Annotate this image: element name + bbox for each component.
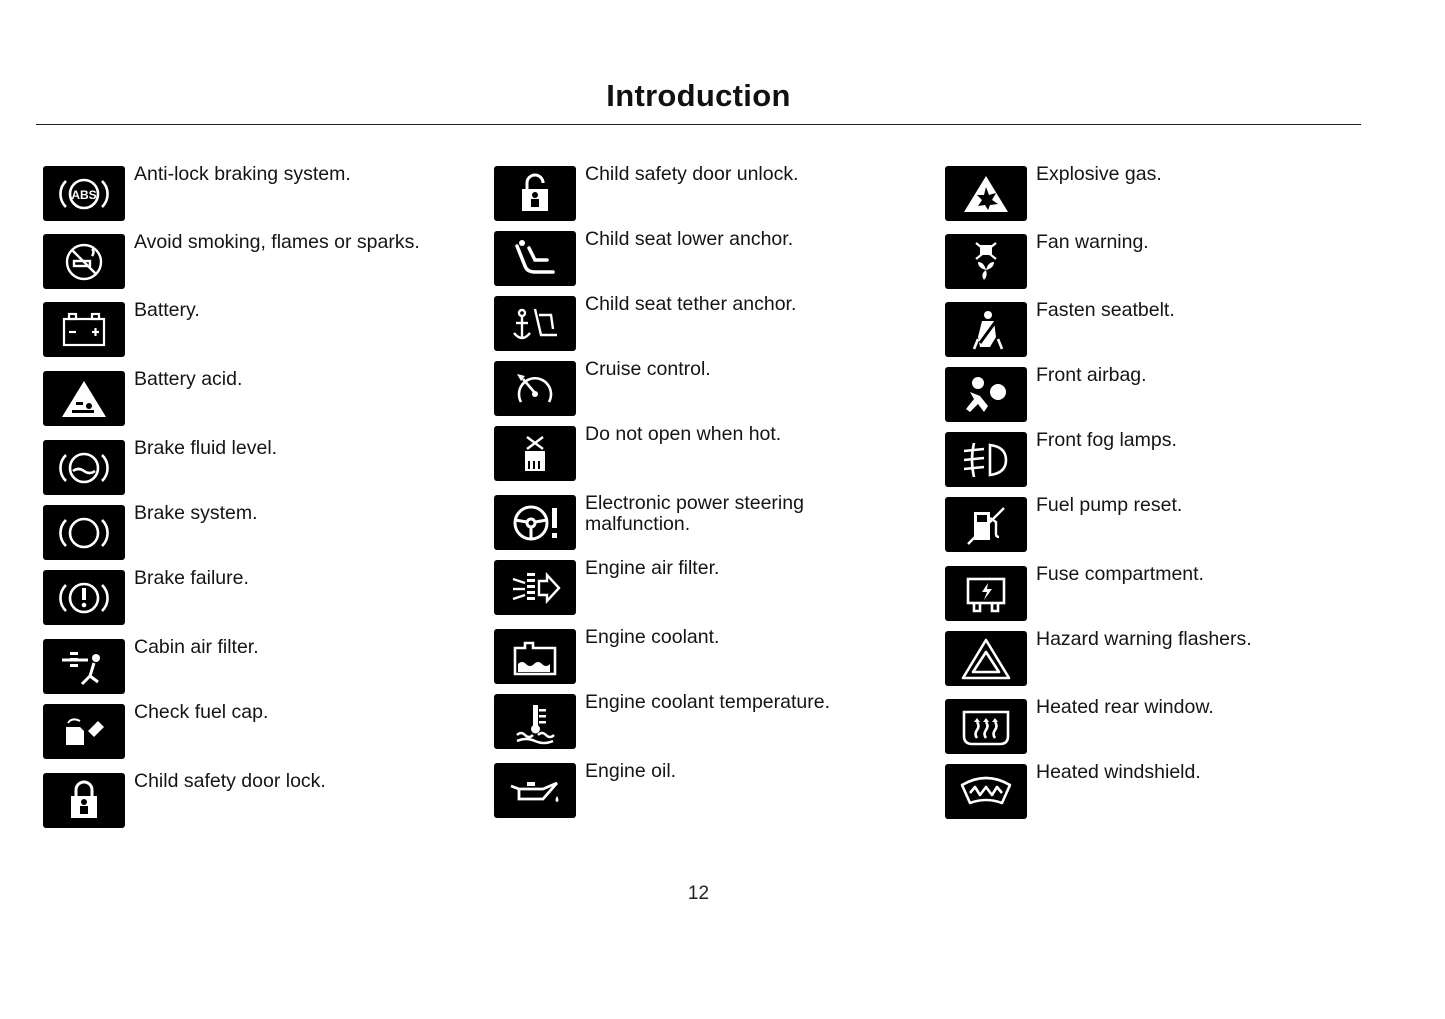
engine-air-filter-icon [494,560,576,615]
abs-icon [43,166,125,221]
symbol-label: Heated windshield. [1036,761,1201,783]
symbol-label: Battery. [134,299,200,321]
child-seat-lower-anchor-icon [494,231,576,286]
symbol-label: Fuse compartment. [1036,563,1204,585]
fuse-compartment-icon [945,566,1027,621]
symbol-label: Engine coolant temperature. [585,691,830,713]
symbol-label: Engine air filter. [585,557,720,579]
symbol-label: Child seat lower anchor. [585,228,794,250]
abs-icon-text: ABS [71,187,97,202]
no-smoking-icon [43,234,125,289]
engine-oil-icon [494,763,576,818]
symbol-label: Engine oil. [585,760,677,782]
heated-rear-window-icon [945,699,1027,754]
symbol-label: Battery acid. [134,368,243,390]
hazard-flashers-icon [945,631,1027,686]
heated-windshield-icon [945,764,1027,819]
explosive-gas-icon [945,166,1027,221]
symbol-label: Child safety door lock. [134,770,326,792]
fog-lamps-icon [945,432,1027,487]
cruise-control-icon [494,361,576,416]
symbol-label: Brake failure. [134,567,249,589]
symbol-label: Fasten seatbelt. [1036,299,1175,321]
symbol-label: Child seat tether anchor. [585,293,797,315]
brake-system-icon [43,505,125,560]
symbol-label: Do not open when hot. [585,423,782,445]
symbol-label: Check fuel cap. [134,701,269,723]
coolant-temperature-icon [494,694,576,749]
symbol-label: Explosive gas. [1036,163,1162,185]
symbol-label: Engine coolant. [585,626,720,648]
symbol-label: Brake fluid level. [134,437,278,459]
symbol-label: Avoid smoking, flames or sparks. [134,231,420,253]
page-number: 12 [687,883,710,904]
brake-fluid-icon [43,440,125,495]
do-not-open-hot-icon [494,426,576,481]
symbol-label: Child safety door unlock. [585,163,799,185]
symbol-label: Anti-lock braking system. [134,163,351,185]
child-lock-icon [43,773,125,828]
fuel-cap-icon [43,704,125,759]
symbol-label: Front airbag. [1036,364,1147,386]
fuel-pump-reset-icon [945,497,1027,552]
fan-warning-icon [945,234,1027,289]
symbol-label: Cabin air filter. [134,636,259,658]
front-airbag-icon [945,367,1027,422]
seatbelt-icon [945,302,1027,357]
engine-coolant-icon [494,629,576,684]
child-unlock-icon [494,166,576,221]
symbol-label: Hazard warning flashers. [1036,628,1252,650]
symbol-label: Cruise control. [585,358,711,380]
symbol-label: Front fog lamps. [1036,429,1177,451]
symbol-label: Brake system. [134,502,258,524]
battery-icon [43,302,125,357]
symbol-label: Fuel pump reset. [1036,494,1183,516]
battery-acid-icon [43,371,125,426]
child-seat-tether-anchor-icon [494,296,576,351]
symbol-label: Heated rear window. [1036,696,1214,718]
page-title: Introduction [606,78,791,113]
symbol-label: Electronic power steering malfunction. [585,492,804,535]
cabin-air-filter-icon [43,639,125,694]
symbol-label: Fan warning. [1036,231,1149,253]
power-steering-icon [494,495,576,550]
title-divider [36,124,1361,125]
brake-failure-icon [43,570,125,625]
